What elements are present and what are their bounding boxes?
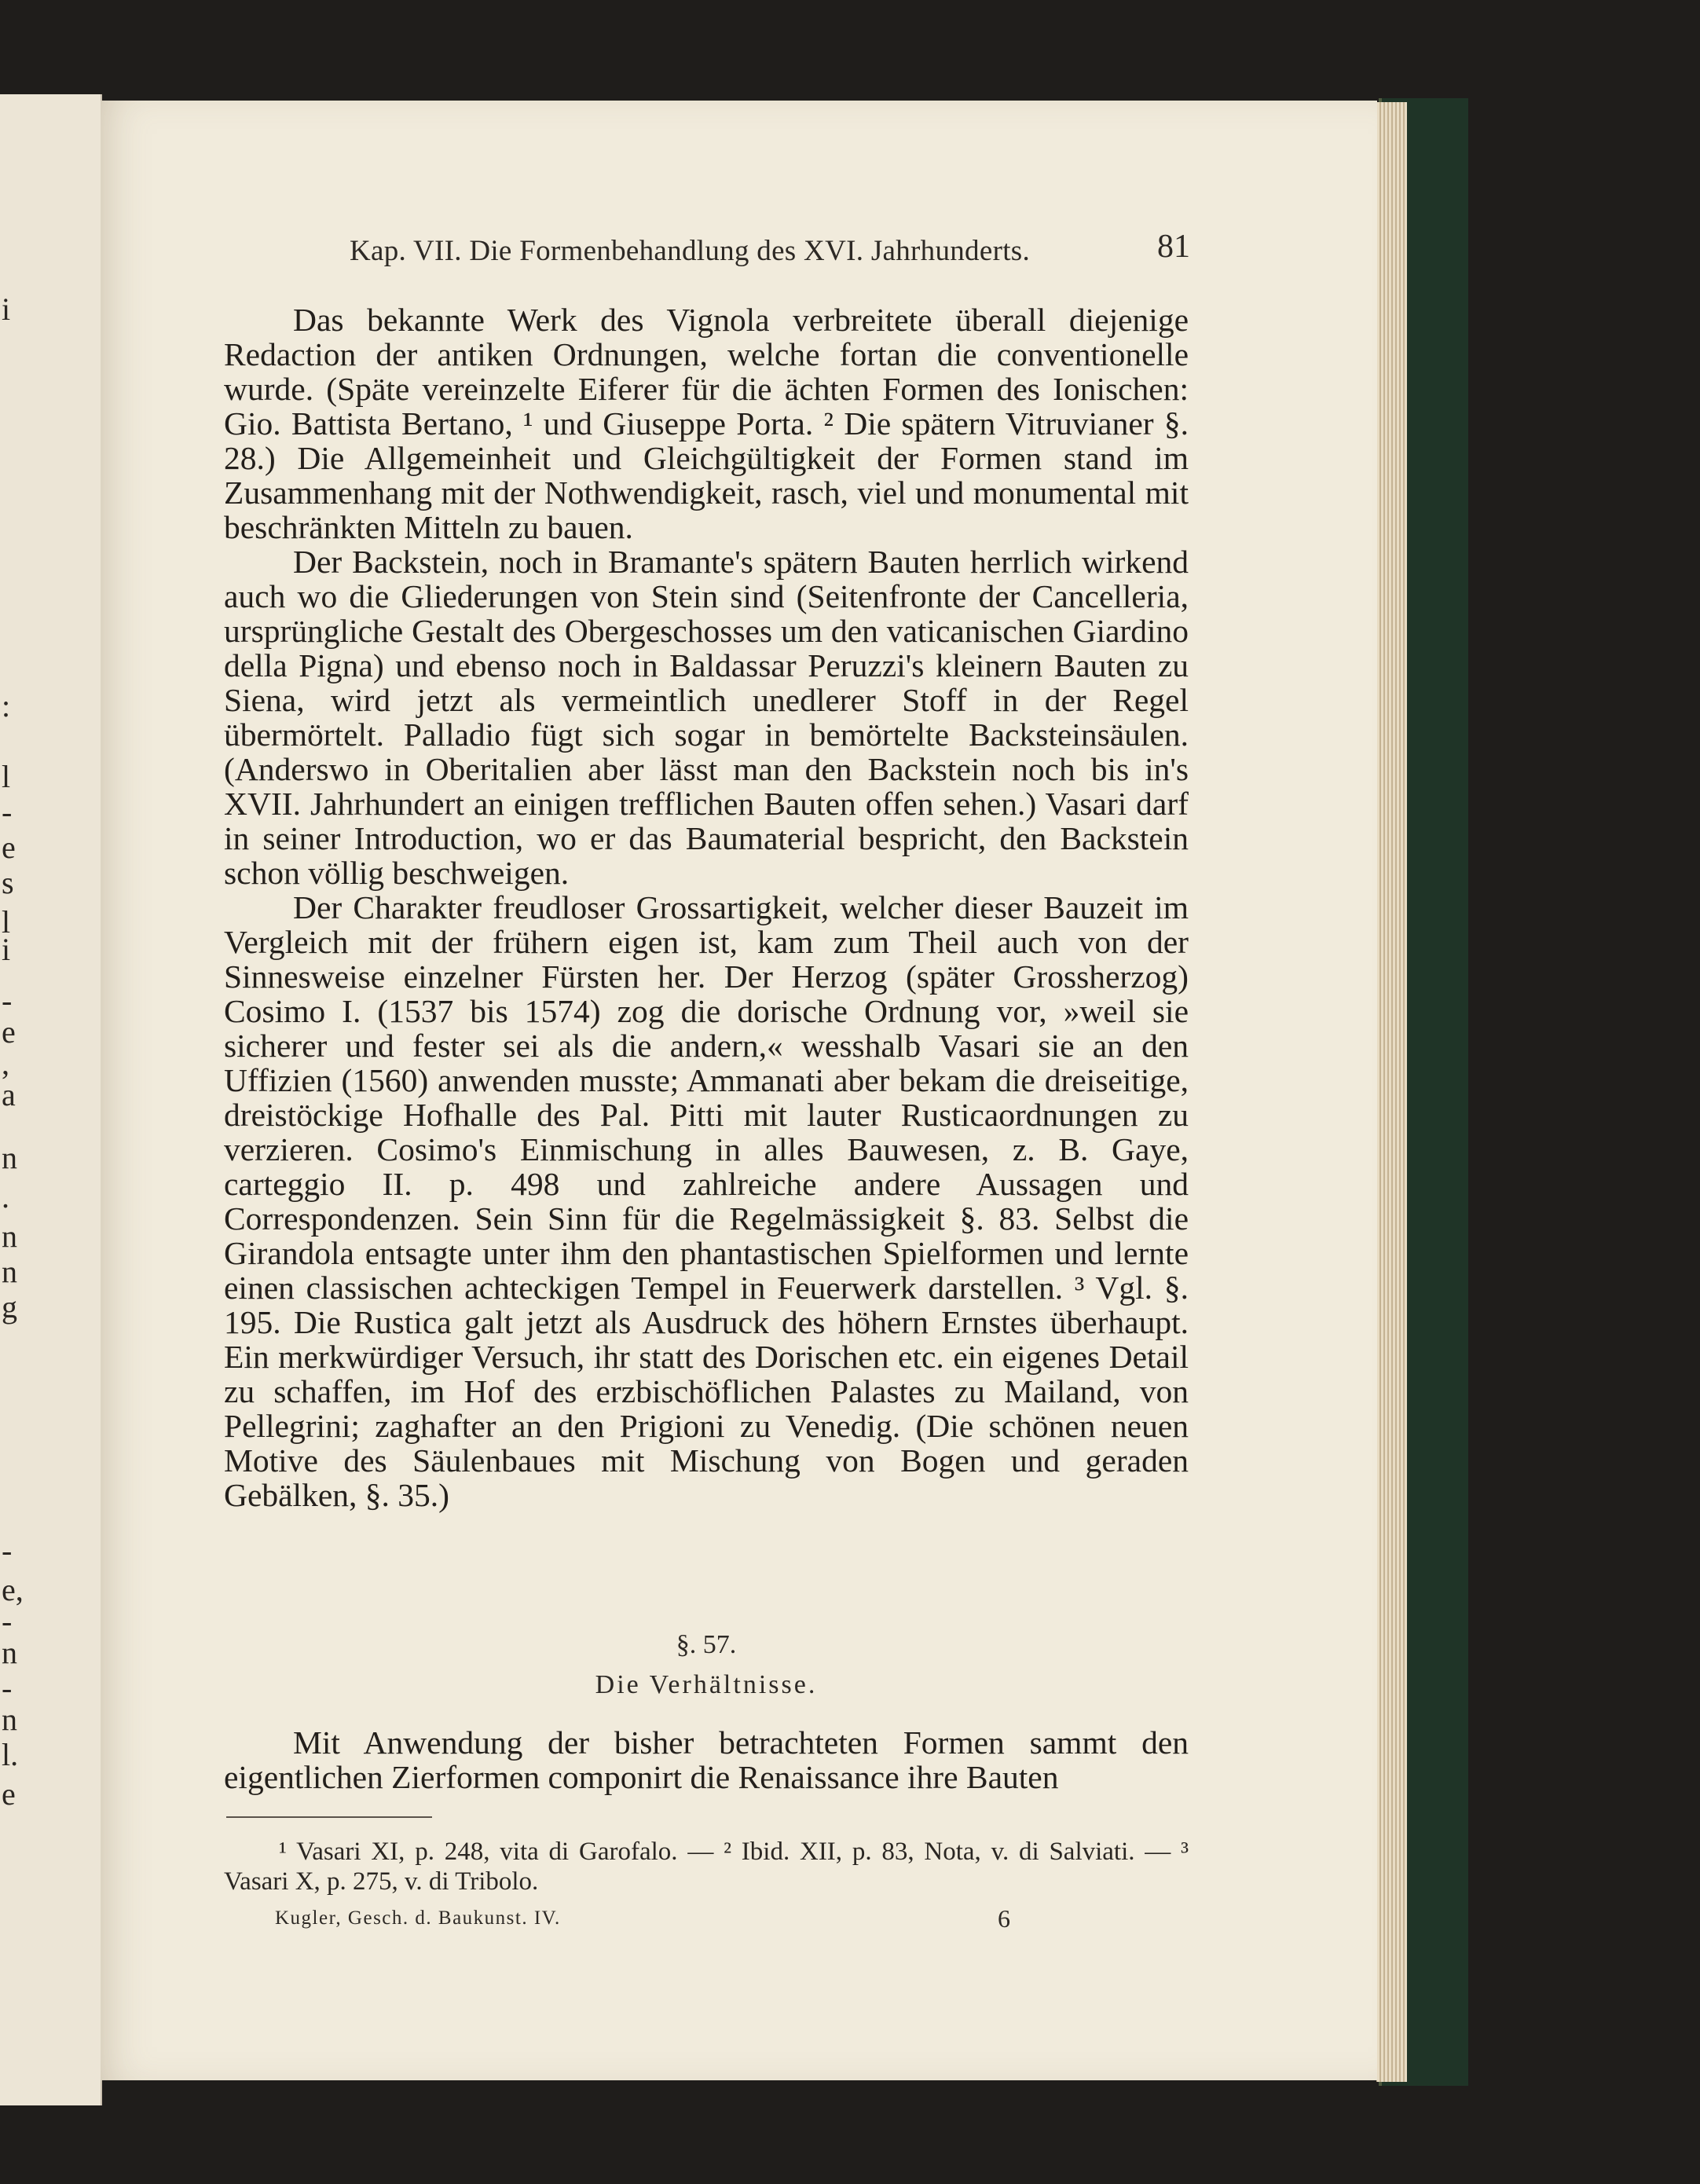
running-head-title: Kap. VII. Die Formenbehandlung des XVI. Jahrhunderts. [350, 235, 1031, 267]
left-fragment: l. [2, 1737, 19, 1772]
footnotes [224, 1837, 1189, 1896]
printer-signature: Kugler, Gesch. d. Baukunst. IV. [275, 1907, 561, 1929]
page-edges [1376, 102, 1407, 2082]
left-fragment: i [2, 932, 11, 967]
body-text [224, 302, 1189, 1512]
left-fragment: - [2, 1603, 13, 1639]
paragraph: Der Charakter freudloser Grossartigkeit, welcher dieser Bauzeit im Vergleich mit der frühern eigen ist, kam zum Theil auch von der Sinnesweise einzelner Fürsten her. Der Herzog (später Grossherzog) Cosimo I. (1537 bis 1574) zog die dorische Ordnung vor, »weil sie sicherer und fester sei als die andern,« wesshalb Vasari sie an den Uffizien (1560) anwenden musste; Ammanati aber bekam die dreiseitige, dreistöckige Hofhalle des Pal. Pitti mit lauter Rusticaordnungen zu verzieren. Cosimo's Einmischung in alles Bauwesen, z. B. Gaye, carteggio II. p. 498 und zahlreiche andere Aussagen und Correspondenzen. Sein Sinn für die Regelmässigkeit §. 83. Selbst die Girandola entsagte unter ihm den phantastischen Spielformen und lernte einen classischen achteckigen Tempel in Feuerwerk darstellen. ³ Vgl. §. 195. Die Rustica galt jetzt als Ausdruck des höhern Ernstes überhaupt. Ein merkwürdiger Versuch, ihr statt des Dorischen etc. ein eigenes Detail zu schaffen, im Hof des erzbischöflichen Palastes zu Mailand, von Pellegrini; zaghafter an den Prigioni zu Venedig. (Die schönen neuen Motive des Säulenbaues mit Mischung von Bogen und geraden Gebälken, §. 35.) [224, 889, 1189, 1513]
left-fragment: e, [2, 1572, 24, 1607]
page-number: 81 [1157, 229, 1190, 265]
left-fragment: , [2, 1046, 9, 1081]
left-fragment: n [2, 1140, 17, 1175]
section-intro [224, 1725, 1189, 1794]
paragraph: Das bekannte Werk des Vignola verbreitete überall diejenige Redaction der antiken Ordnungen, welche fortan die conventionelle wurde. (Späte vereinzelte Eiferer für die ächten Formen des Ionischen: Gio. Battista Bertano, ¹ und Giuseppe Porta. ² Die spätern Vitruvianer §. 28.) Die Allgemeinheit und Gleichgültigkeit der Formen stand im Zusammenhang mit der Nothwendigkeit, rasch, viel und monumental mit beschränkten Mitteln zu bauen. [224, 302, 1189, 545]
sheet-number: 6 [998, 1904, 1010, 1933]
left-fragment: n [2, 1218, 17, 1254]
left-fragment: e [2, 1776, 16, 1812]
left-fragment: e [2, 830, 16, 865]
section-title: Die Verhältnisse. [595, 1670, 818, 1699]
left-fragment: n [2, 1254, 17, 1289]
left-fragment: l [2, 904, 11, 940]
left-fragment: n [2, 1635, 17, 1670]
left-fragment: s [2, 865, 14, 900]
left-fragment: l [2, 759, 11, 794]
left-fragment: - [2, 1533, 13, 1568]
left-fragment: e [2, 1014, 16, 1050]
left-fragment: . [2, 1179, 9, 1215]
left-fragment: n [2, 1702, 17, 1737]
left-fragment: g [2, 1289, 17, 1325]
paragraph: Der Backstein, noch in Bramante's spätern Bauten herrlich wirkend auch wo die Gliederungen von Stein sind (Seitenfronte der Cancelleria, ursprüngliche Gestalt des Obergeschosses um den vaticanischen Giardino della Pigna) und ebenso noch in Baldassar Peruzzi's kleinern Bauten zu Siena, wird jetzt als vermeintlich unedlerer Stoff in der Regel übermörtelt. Palladio fügt sich sogar in bemörtelte Backsteinsäulen. (Anderswo in Oberitalien aber lässt man den Backstein noch bis in's XVII. Jahrhundert an einigen trefflichen Bauten offen sehen.) Vasari darf in seiner Introduction, wo er das Baumaterial bespricht, den Backstein schon völlig beschweigen. [224, 544, 1189, 891]
left-page-text-fragments [0, 94, 24, 2105]
adjacent-left-page [0, 94, 102, 2105]
left-fragment: - [2, 983, 13, 1018]
left-fragment: - [2, 1670, 13, 1706]
left-fragment: : [2, 688, 11, 724]
left-fragment: i [2, 291, 11, 327]
paragraph: Mit Anwendung der bisher betrachteten Formen sammt den eigentlichen Zierformen componirt die Renaissance ihre Bauten [224, 1724, 1189, 1795]
section-number: §. 57. [676, 1630, 737, 1659]
footnote-text: ¹ Vasari XI, p. 248, vita di Garofalo. — ² Ibid. XII, p. 83, Nota, v. di Salviati. — ³ Vasari X, p. 275, v. di Tribolo. [224, 1838, 1189, 1896]
running-head [350, 228, 1190, 267]
footnote-rule [226, 1816, 432, 1818]
left-fragment: - [2, 794, 13, 830]
left-fragment: a [2, 1077, 16, 1112]
